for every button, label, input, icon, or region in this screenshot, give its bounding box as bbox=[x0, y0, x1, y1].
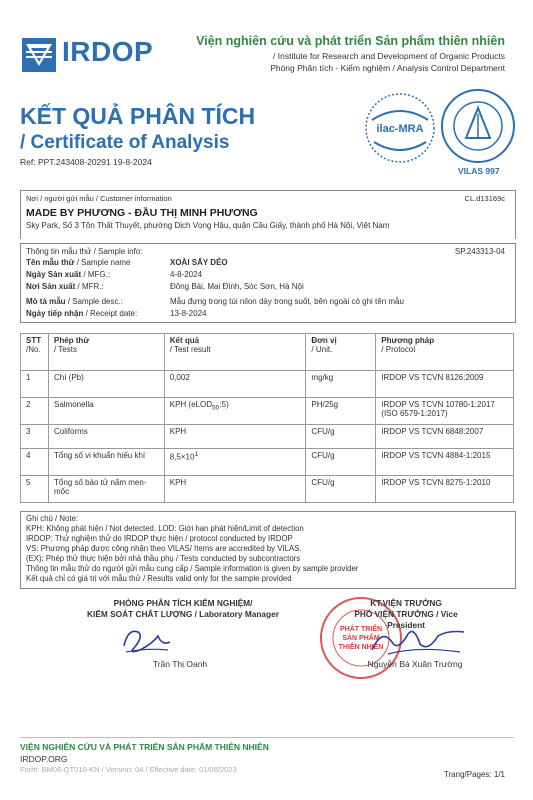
note-line: KPH: Không phát hiện / Not detected. LOD: Giới hạn phát hiện/Limit of detection bbox=[26, 524, 304, 533]
lab-manager-title: PHÒNG PHÂN TÍCH KIỂM NGHIỆM/ KIỂM SOÁT CHẤT LƯỢNG / Laboratory Manager bbox=[87, 598, 279, 619]
sample-code: SP.243313-04 bbox=[454, 247, 505, 256]
header-result: Kết quả / Test result bbox=[164, 334, 306, 371]
cell-unit: CFU/g bbox=[306, 476, 376, 503]
note-line: VS: Phương pháp được công nhận theo VILAS/ Items are accredited by VILAS. bbox=[26, 544, 302, 553]
page-title-en: / Certificate of Analysis bbox=[20, 132, 230, 153]
sample-row-receipt: Ngày tiếp nhận / Receipt date: bbox=[26, 309, 138, 318]
cell-test: Chì (Pb) bbox=[48, 371, 164, 398]
sample-row-mfr: Nơi Sản xuất / MFR.: bbox=[26, 282, 104, 291]
footer-institute: VIỆN NGHIÊN CỨU VÀ PHÁT TRIỂN SẢN PHẨM THIÊN NHIÊN bbox=[20, 742, 269, 752]
irdop-logo-icon bbox=[22, 38, 56, 72]
cell-unit: PH/25g bbox=[306, 398, 376, 425]
vice-president-name: Nguyễn Bá Xuân Trường bbox=[367, 659, 463, 669]
cell-test: Coliforms bbox=[48, 425, 164, 449]
note-line: Thông tin mẫu thử do người gửi mẫu cung cấp / Sample information is given by sample provider bbox=[26, 564, 359, 573]
ilac-text: ilac-MRA bbox=[376, 123, 424, 135]
vilas-number: VILAS 997 bbox=[458, 166, 500, 176]
cell-protocol: IRDOP VS TCVN 8275-1:2010 bbox=[376, 476, 514, 503]
header-unit: Đơn vị / Unit. bbox=[306, 334, 376, 371]
cell-no: 4 bbox=[21, 449, 49, 476]
cell-result: KPH (eLOD$_{50}$:5) bbox=[164, 398, 306, 425]
vice-president-title: KT.VIỆN TRƯỞNG PHÓ VIỆN TRƯỞNG / Vice President bbox=[354, 598, 458, 630]
customer-name: MADE BY PHƯƠNG - ĐẦU THỊ MINH PHƯƠNG bbox=[26, 207, 258, 219]
note-line: IRDOP: Thử nghiệm thử do IRDOP thực hiện / protocol conducted by IRDOP bbox=[26, 534, 293, 543]
sample-row-name: Tên mẫu thử / Sample name bbox=[26, 258, 131, 267]
cell-test: Salmonella bbox=[48, 398, 164, 425]
page-title-vn: KẾT QUẢ PHÂN TÍCH bbox=[20, 103, 256, 129]
cell-no: 1 bbox=[21, 371, 49, 398]
cell-result: KPH bbox=[164, 476, 306, 503]
notes-heading: Ghi chú / Note: bbox=[26, 514, 79, 523]
header-no: STT /No. bbox=[21, 334, 49, 371]
table-header-row bbox=[21, 334, 514, 371]
customer-code: CL.d13169c bbox=[464, 194, 505, 203]
stamp-text: SẢN PHẨM bbox=[342, 635, 380, 642]
cell-unit: CFU/g bbox=[306, 449, 376, 476]
page-number: Trang/Pages: 1/1 bbox=[443, 770, 505, 779]
institute-name-vn: Viện nghiên cứu và phát triển Sản phẩm thiên nhiên bbox=[196, 34, 505, 48]
sample-mfg-value: 4-8-2024 bbox=[170, 270, 203, 279]
cell-unit: CFU/g bbox=[306, 425, 376, 449]
cell-result: 0,002 bbox=[164, 371, 306, 398]
table-row bbox=[21, 371, 514, 398]
lab-manager-signature-icon bbox=[118, 622, 174, 656]
table-row bbox=[21, 449, 514, 476]
sample-desc-value: Mẫu đựng trong túi nilon dày trong suốt, bên ngoài có ghi tên mẫu bbox=[170, 297, 404, 306]
cell-test: Tổng số vi khuẩn hiếu khí bbox=[48, 449, 164, 476]
footer-website[interactable]: IRDOP.ORG bbox=[20, 754, 68, 764]
vilas-accreditation-seal-icon bbox=[440, 88, 516, 164]
table-row bbox=[21, 476, 514, 503]
sample-row-mfg: Ngày Sản xuất / MFG.: bbox=[26, 270, 111, 279]
stamp-text: THIÊN NHIÊN bbox=[338, 644, 384, 651]
sample-name-value: XOÀI SẤY DẺO bbox=[170, 258, 228, 267]
ilac-mra-logo-icon bbox=[364, 92, 436, 164]
table-row bbox=[21, 425, 514, 449]
cell-protocol: IRDOP VS TCVN 4884-1:2015 bbox=[376, 449, 514, 476]
cell-test: Tổng số bào tử nấm men-mốc bbox=[48, 476, 164, 503]
sample-info-label: Thông tin mẫu thử / Sample info: bbox=[26, 247, 143, 256]
cell-protocol: IRDOP VS TCVN 8126:2009 bbox=[376, 371, 514, 398]
footer-divider bbox=[20, 737, 514, 738]
customer-address: Sky Park, Số 3 Tôn Thất Thuyết, phường Dịch Vọng Hậu, quận Cầu Giấy, thành phố Hà Nội, Việt Nam bbox=[26, 221, 390, 230]
lab-manager-name: Trần Thị Oanh bbox=[152, 659, 208, 669]
note-line: Kết quả chỉ có giá trị với mẫu thử / Results valid only for the sample provided bbox=[26, 574, 292, 583]
sample-row-desc: Mô tả mẫu / Sample desc.: bbox=[26, 297, 123, 306]
cell-result: KPH bbox=[164, 425, 306, 449]
logo-text: IRDOP bbox=[62, 36, 154, 67]
stamp-text: PHÁT TRIỂN bbox=[340, 626, 382, 633]
cell-unit: mg/kg bbox=[306, 371, 376, 398]
cell-no: 5 bbox=[21, 476, 49, 503]
reference-number: Ref: PPT.243408-20291 19-8-2024 bbox=[20, 157, 152, 167]
vice-president-signature-icon bbox=[368, 622, 468, 658]
cell-no: 2 bbox=[21, 398, 49, 425]
results-table bbox=[20, 333, 514, 503]
table-row bbox=[21, 398, 514, 425]
header-test: Phép thử / Tests bbox=[48, 334, 164, 371]
cell-protocol: IRDOP VS TCVN 10780-1:2017 (ISO 6579-1:2017) bbox=[376, 398, 514, 425]
customer-info-label: Nơi / người gửi mẫu / Customer information bbox=[26, 194, 172, 203]
cell-no: 3 bbox=[21, 425, 49, 449]
note-line: (EX): Phép thử thực hiện bởi nhà thầu phụ / Tests conducted by subcontractors bbox=[26, 554, 301, 563]
footer-form-info: Form: BM06-QT010-KN / Version: 04 / Effective date: 01/08/2023 bbox=[20, 765, 237, 774]
sample-receipt-value: 13-8-2024 bbox=[170, 309, 207, 318]
department-name: Phòng Phân tích - Kiểm nghiệm / Analysis Control Department bbox=[270, 63, 505, 73]
header-protocol: Phương pháp / Protocol bbox=[376, 334, 514, 371]
cell-protocol: IRDOP VS TCVN 6848:2007 bbox=[376, 425, 514, 449]
sample-mfr-value: Đông Bài, Mai Đình, Sóc Sơn, Hà Nội bbox=[170, 282, 304, 291]
cell-result: $8,5\times 10^1$ bbox=[164, 449, 306, 476]
institute-name-en: / Institute for Research and Development of Organic Products bbox=[273, 51, 505, 61]
